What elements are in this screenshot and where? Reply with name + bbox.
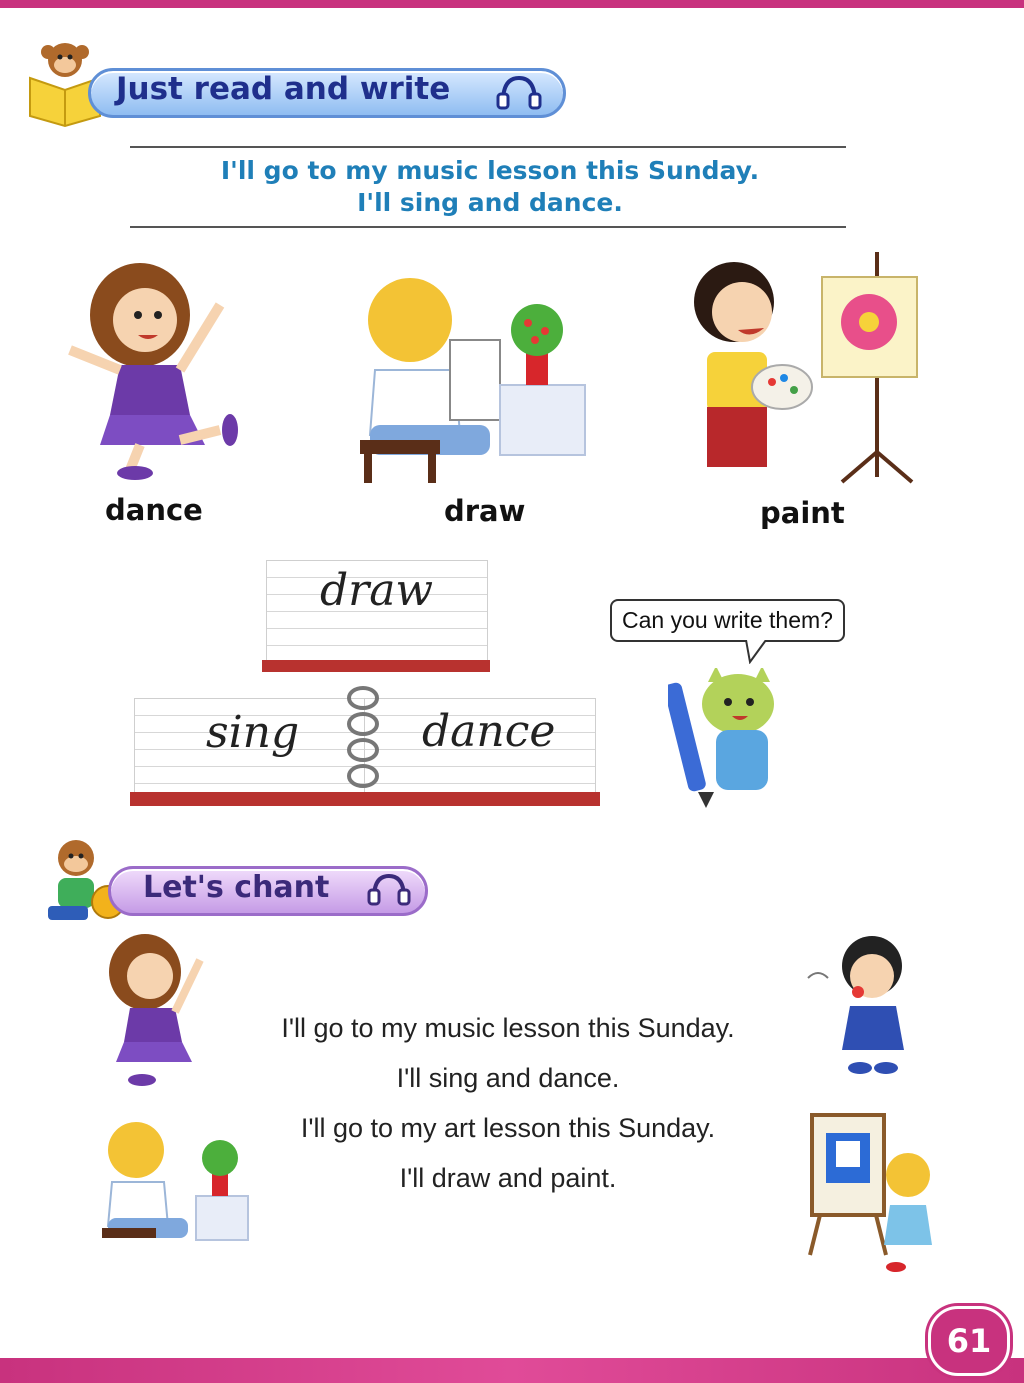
vocab-label-paint: paint (760, 496, 845, 530)
chant-girl-painting-illustration (800, 1105, 940, 1275)
chant-line-4: I'll draw and paint. (399, 1163, 617, 1193)
notebook-top-base (262, 660, 490, 672)
top-border (0, 0, 1024, 8)
speech-bubble: Can you write them? (610, 599, 845, 642)
girl-dancing-illustration (40, 255, 250, 485)
notebook-word-sing: sing (206, 707, 300, 758)
notebook-ring-binding (340, 684, 386, 796)
chant-girl-singing-illustration (800, 928, 930, 1078)
example-sentence-1: I'll go to my music lesson this Sunday. (220, 156, 760, 185)
notebook-word-draw: draw (320, 565, 434, 616)
vocab-label-draw: draw (444, 494, 526, 528)
chant-girl-dancing-illustration (80, 930, 220, 1090)
headphones-icon[interactable] (495, 74, 543, 110)
chant-line-1: I'll go to my music lesson this Sunday. (281, 1013, 735, 1043)
chant-line-2: I'll sing and dance. (396, 1063, 620, 1093)
vocab-label-dance: dance (105, 493, 203, 527)
page-number: 61 (928, 1306, 1010, 1376)
headphones-icon[interactable] (366, 872, 412, 906)
section-title-read-write: Just read and write (116, 71, 451, 107)
notebook-word-dance: dance (422, 706, 556, 757)
top-rule (130, 146, 846, 148)
chant-line-3: I'll go to my art lesson this Sunday. (300, 1113, 716, 1143)
boy-drawing-illustration (350, 275, 590, 490)
section-title-chant: Let's chant (143, 870, 330, 905)
bottom-border (0, 1358, 1024, 1383)
example-sentence-2: I'll sing and dance. (357, 188, 623, 217)
bottom-rule (130, 226, 846, 228)
boy-painting-illustration (672, 252, 922, 487)
cat-mascot-icon (668, 668, 780, 810)
speech-bubble-tail (742, 640, 772, 664)
